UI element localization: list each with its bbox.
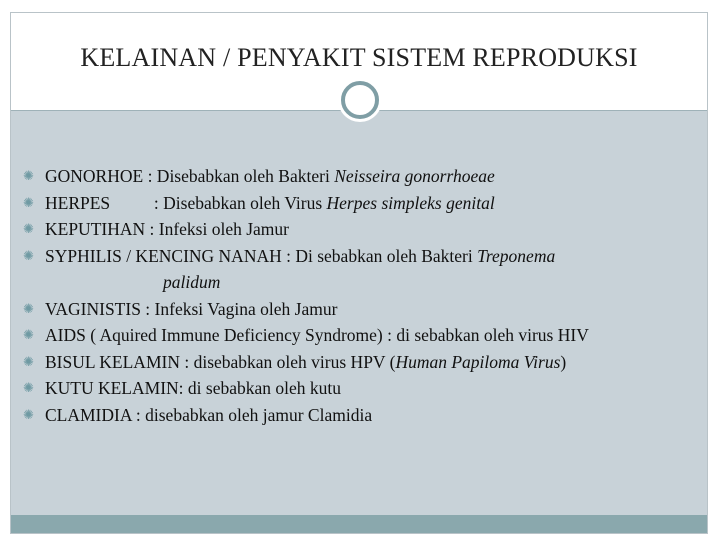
item-text: CLAMIDIA : disebabkan oleh jamur Clamidia xyxy=(45,404,373,425)
item-text: SYPHILIS / KENCING NANAH : Di sebabkan oleh Bakteri xyxy=(45,245,478,266)
item-continuation xyxy=(45,269,703,296)
flower-bullet-icon: ✺ xyxy=(23,221,34,236)
item-text: KEPUTIHAN : Infeksi oleh Jamur xyxy=(45,219,289,239)
item-italic: Neisseira gonorrhoeae xyxy=(334,166,495,186)
flower-bullet-icon: ✺ xyxy=(23,168,34,183)
list-item xyxy=(23,190,703,217)
list-item xyxy=(23,322,703,349)
item-text: GONORHOE : Disebabkan oleh Bakteri xyxy=(45,166,335,186)
item-text: AIDS ( Aquired Immune Deficiency Syndrome) : di sebabkan oleh virus HIV xyxy=(45,325,589,345)
item-italic: Herpes simpleks genital xyxy=(326,192,495,213)
list-item xyxy=(23,375,703,402)
item-italic: Human Papiloma Virus xyxy=(395,351,561,372)
flower-bullet-icon: ✺ xyxy=(23,380,34,395)
item-text: KUTU KELAMIN: di sebabkan oleh kutu xyxy=(45,378,341,398)
flower-bullet-icon: ✺ xyxy=(23,194,34,210)
flower-bullet-icon: ✺ xyxy=(23,406,34,422)
item-italic: Treponema xyxy=(477,245,556,266)
list-item xyxy=(23,216,703,243)
flower-bullet-icon: ✺ xyxy=(23,353,34,369)
list-item xyxy=(23,349,703,376)
flower-bullet-icon: ✺ xyxy=(23,247,34,263)
list-item xyxy=(23,163,703,190)
disease-list xyxy=(23,163,703,428)
item-italic-continuation: palidum xyxy=(163,272,221,292)
item-text: HERPES : Disebabkan oleh Virus xyxy=(45,192,327,213)
flower-bullet-icon: ✺ xyxy=(23,327,34,342)
list-item xyxy=(23,402,703,429)
item-text-end: ) xyxy=(560,351,567,372)
item-text: VAGINISTIS : Infeksi Vagina oleh Jamur xyxy=(45,298,338,319)
slide-title: KELAINAN / PENYAKIT SISTEM REPRODUKSI xyxy=(80,43,638,72)
slide xyxy=(10,12,708,534)
list-item xyxy=(23,243,703,296)
item-text: BISUL KELAMIN : disebabkan oleh virus HPV ( xyxy=(45,351,396,372)
ring-ornament-icon xyxy=(341,81,379,119)
footer-bar xyxy=(11,515,707,533)
list-item xyxy=(23,296,703,323)
flower-bullet-icon: ✺ xyxy=(23,300,34,316)
